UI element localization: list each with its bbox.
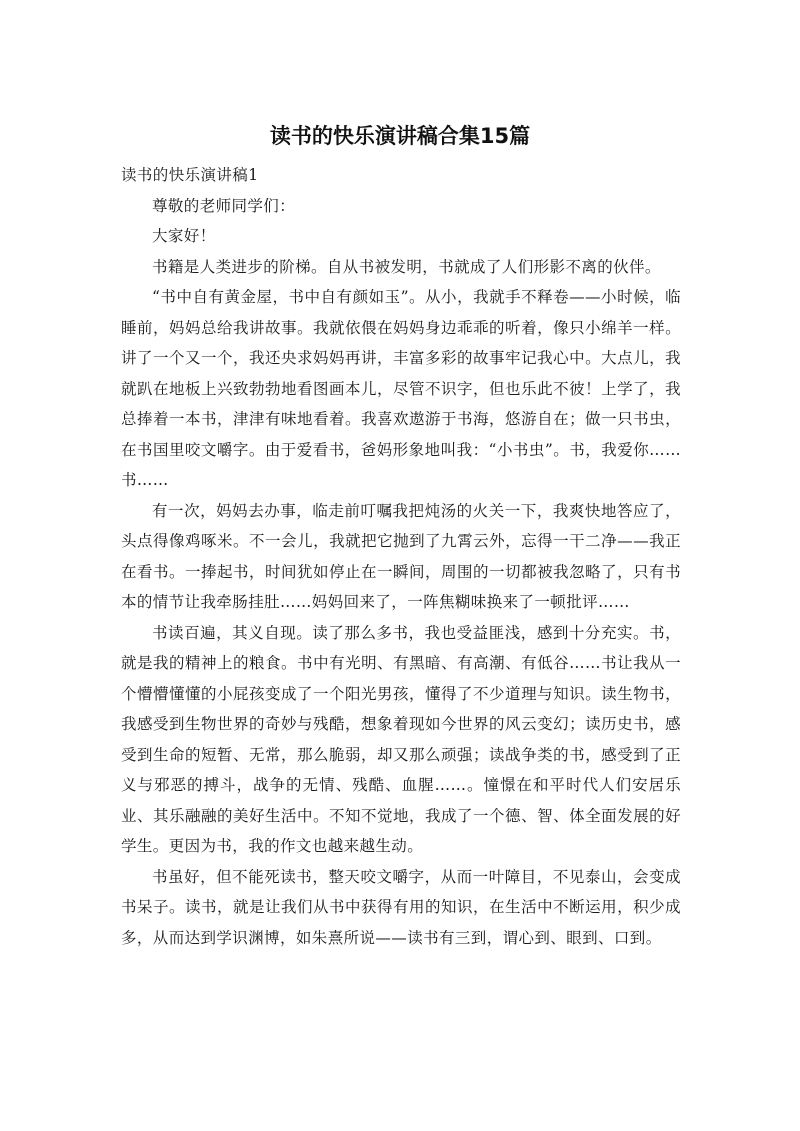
document-body xyxy=(121,160,681,953)
document-title: 读书的快乐演讲稿合集15篇 xyxy=(269,124,531,148)
body-paragraph: “书中自有黄金屋，书中自有颜如玉”。从小，我就手不释卷——小时候，临睡前，妈妈总给我讲故事。我就依偎在妈妈身边乖乖的听着，像只小绵羊一样。讲了一个又一个，我还央求妈妈再讲，丰富多彩的故事牢记我心中。大点儿，我就趴在地板上兴致勃勃地看图画本儿，尽管不识字，但也乐此不彼！上学了，我总捧着一本书，津津有味地看着。我喜欢遨游于书海，悠游自在；做一只书虫，在书国里咬文嚼字。由于爱看书，爸妈形象地叫我：“小书虫”。书，我爱你……书…… xyxy=(121,288,681,489)
body-paragraph: 书籍是人类进步的阶梯。自从书被发明，书就成了人们形影不离的伙伴。 xyxy=(152,257,661,276)
body-paragraph: 有一次，妈妈去办事，临走前叮嘱我把炖汤的火关一下，我爽快地答应了，头点得像鸡啄米。不一会儿，我就把它抛到了九霄云外，忘得一干二净——我正在看书。一捧起书，时间犹如停止在一瞬间，周围的一切都被我忽略了，只有书本的情节让我牵肠挂肚……妈妈回来了，一阵焦糊味换来了一顿批评…… xyxy=(121,501,681,611)
salutation-paragraph: 尊敬的老师同学们： xyxy=(152,196,296,215)
body-paragraph: 书虽好，但不能死读书，整天咬文嚼字，从而一叶障目，不见泰山，会变成书呆子。读书，就是让我们从书中获得有用的知识，在生活中不断运用，积少成多，从而达到学识渊博，如朱熹所说——读书有三到，谓心到、眼到、口到。 xyxy=(121,867,681,947)
section-subtitle: 读书的快乐演讲稿1 xyxy=(121,166,259,184)
body-paragraph: 书读百遍，其义自现。读了那么多书，我也受益匪浅，感到十分充实。书，就是我的精神上的粮食。书中有光明、有黑暗、有高潮、有低谷……书让我从一个懵懵懂懂的小屁孩变成了一个阳光男孩，懂得了不少道理与知识。读生物书，我感受到生物世界的奇妙与残酷，想象着现如今世界的风云变幻；读历史书，感受到生命的短暂、无常，那么脆弱，却又那么顽强；读战争类的书，感受到了正义与邪恶的搏斗，战争的无情、残酷、血腥……。憧憬在和平时代人们安居乐业、其乐融融的美好生活中。不知不觉地，我成了一个德、智、体全面发展的好学生。更因为书，我的作文也越来越生动。 xyxy=(121,623,681,855)
greeting-paragraph: 大家好！ xyxy=(152,227,216,245)
